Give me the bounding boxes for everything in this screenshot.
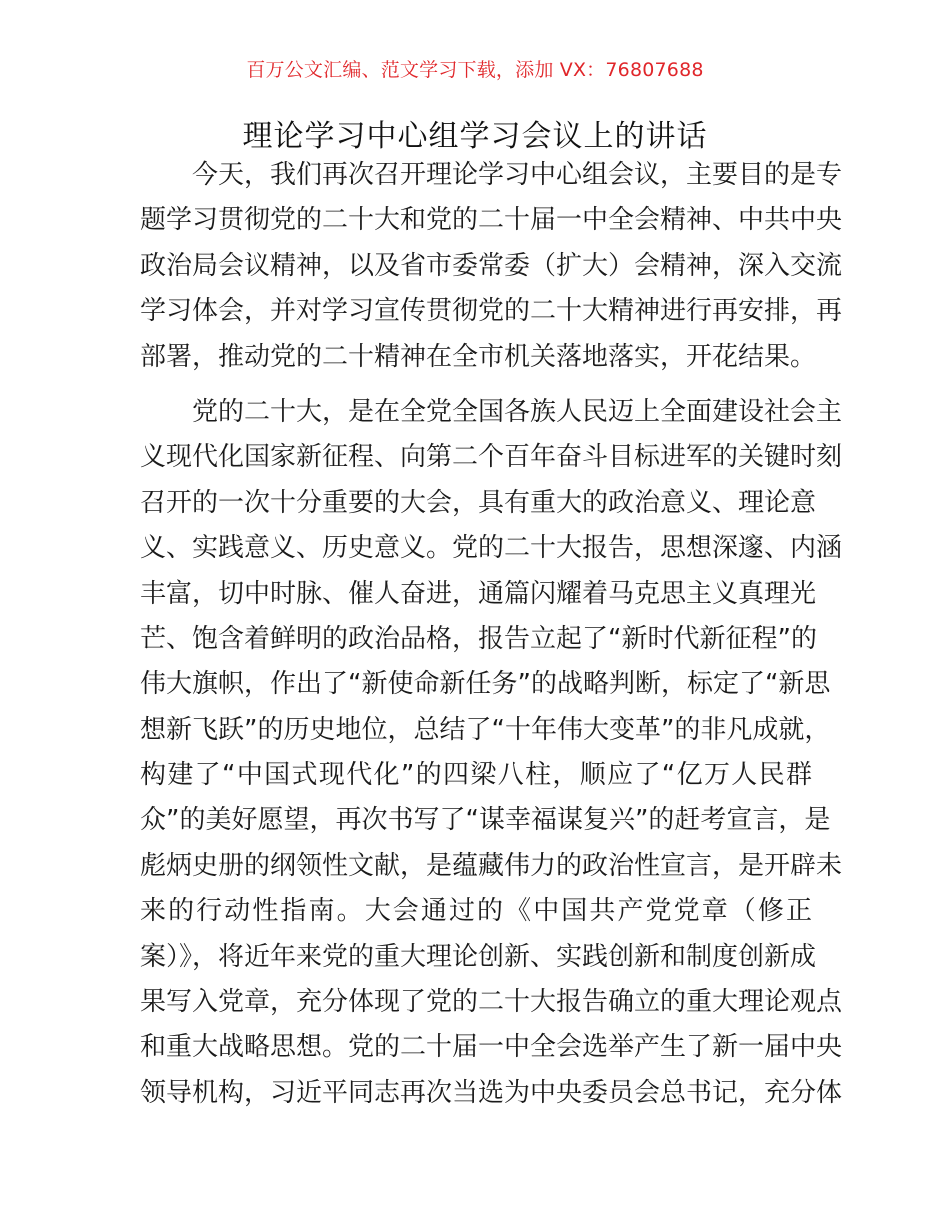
text-line: 构建了“中国式现代化”的四梁八柱，顺应了“亿万人民群 — [140, 760, 812, 791]
text-line: 众”的美好愿望，再次书写了“谋幸福谋复兴”的赶考宣言，是 — [140, 805, 831, 836]
text-line: 来的行动性指南。大会通过的《中国共产党党章（修正 — [140, 896, 812, 927]
text-line: 义、实践意义、历史意义。党的二十大报告，思想深邃、内涵 — [140, 533, 843, 564]
document-title: 理论学习中心组学习会议上的讲话 — [242, 119, 708, 154]
text-line: 学习体会，并对学习宣传贯彻党的二十大精神进行再安排，再 — [140, 296, 843, 327]
text-line: 今天，我们再次召开理论学习中心组会议，主要目的是专 — [192, 160, 843, 190]
document-body — [140, 153, 843, 1116]
text-line: 部署，推动党的二十精神在全市机关落地落实，开花结果。 — [140, 341, 817, 372]
text-line: 领导机构，习近平同志再次当选为中央委员会总书记，充分体 — [140, 1077, 843, 1108]
text-line: 丰富，切中时脉、催人奋进，通篇闪耀着马克思主义真理光 — [140, 578, 817, 609]
text-line: 政治局会议精神，以及省市委常委（扩大）会精神，深入交流 — [140, 250, 843, 281]
text-line: 题学习贯彻党的二十大和党的二十届一中全会精神、中共中央 — [140, 205, 843, 236]
text-line: 想新飞跃”的历史地位，总结了“十年伟大变革”的非凡成就， — [140, 714, 831, 745]
text-line: 案）》，将近年来党的重大理论创新、实践创新和制度创新成 — [140, 941, 817, 972]
watermark-banner: 百万公文汇编、范文学习下载，添加 VX：76807688 — [246, 59, 704, 81]
text-line: 伟大旗帜，作出了“新使命新任务”的战略判断，标定了“新思 — [140, 669, 831, 700]
text-line: 召开的一次十分重要的大会，具有重大的政治意义、理论意 — [140, 487, 817, 518]
text-line: 党的二十大，是在全党全国各族人民迈上全面建设社会主 — [192, 396, 843, 427]
text-line: 和重大战略思想。党的二十届一中全会选举产生了新一届中央 — [140, 1032, 843, 1063]
text-line: 果写入党章，充分体现了党的二十大报告确立的重大理论观点 — [140, 987, 843, 1018]
text-line: 芒、饱含着鲜明的政治品格，报告立起了“新时代新征程”的 — [140, 623, 817, 654]
text-line: 义现代化国家新征程、向第二个百年奋斗目标进军的关键时刻 — [140, 442, 843, 473]
paragraph-1 — [140, 153, 843, 380]
paragraph-2 — [140, 390, 843, 1116]
text-line: 彪炳史册的纲领性文献，是蕴藏伟力的政治性宣言，是开辟未 — [140, 850, 843, 881]
paragraph-gap — [140, 380, 812, 390]
